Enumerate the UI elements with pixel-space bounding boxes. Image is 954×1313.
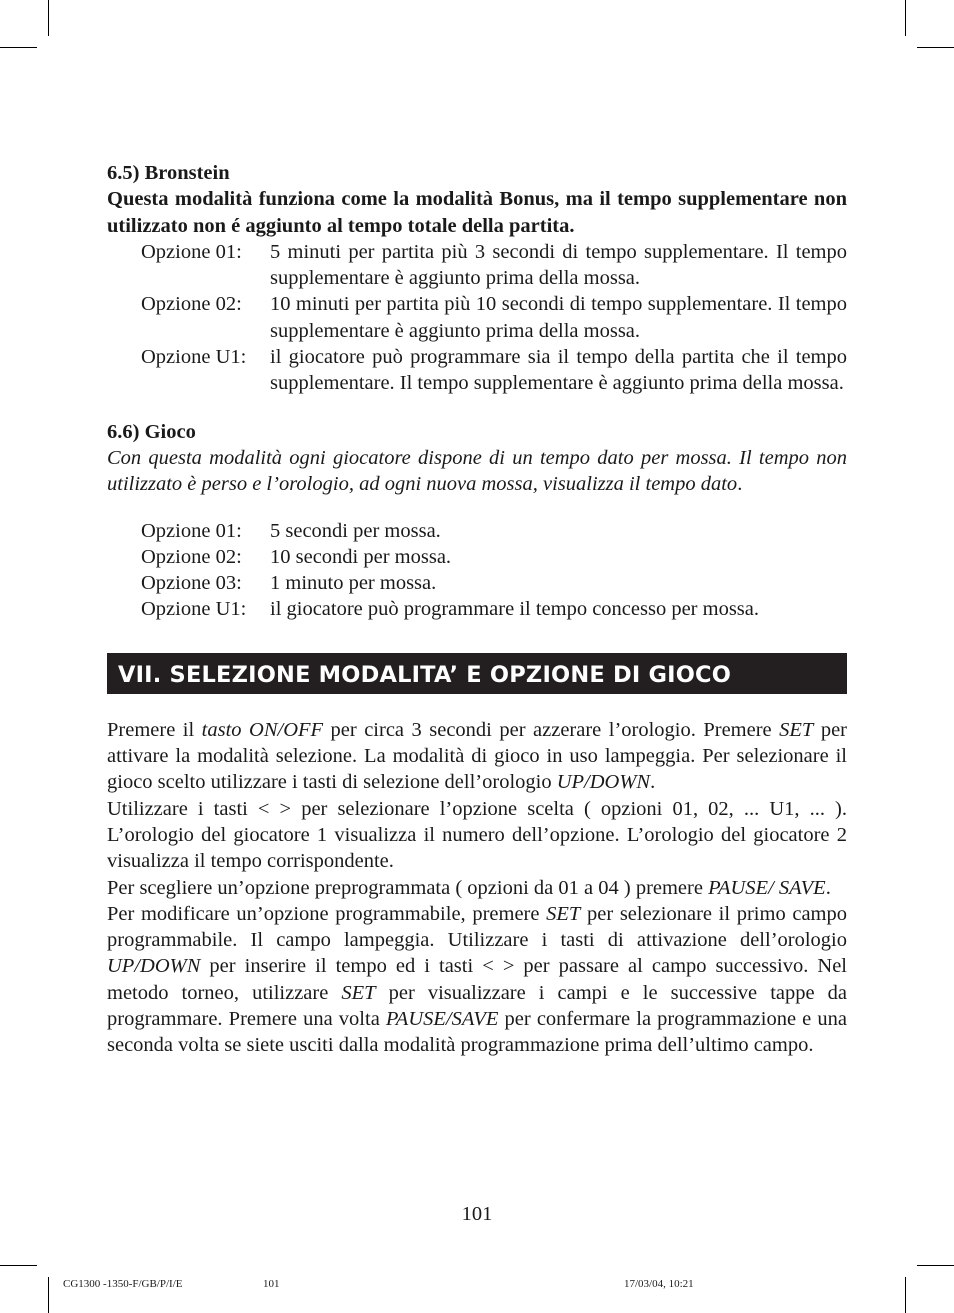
section-heading-gioco: 6.6) Gioco bbox=[107, 420, 196, 443]
crop-mark bbox=[0, 1265, 37, 1266]
section-banner: VII. SELEZIONE MODALITA’ E OPZIONE DI GIOCO bbox=[107, 653, 847, 694]
option-row bbox=[107, 570, 847, 596]
crop-mark bbox=[917, 1265, 954, 1266]
page-number: 101 bbox=[461, 1203, 493, 1225]
crop-mark bbox=[905, 0, 906, 36]
section-heading-bronstein: 6.5) Bronstein bbox=[107, 162, 230, 184]
paragraph: Per scegliere un’opzione preprogrammata ( opzioni da 01 a 04 ) premere PAUSE/ SAVE. bbox=[107, 876, 831, 899]
crop-mark bbox=[48, 1277, 49, 1313]
option-row bbox=[107, 291, 847, 344]
option-text: 10 minuti per partita più 10 secondi di tempo supplementare. Il tempo supplementare è aggiunto prima della mossa. bbox=[270, 293, 847, 342]
crop-mark bbox=[0, 47, 37, 48]
paragraph: Premere il tasto ON/OFF per circa 3 secondi per azzerare l’orologio. Premere SET per attivare la modalità selezione. La modalità di gioco in uso lampeggia. Per selezionare il gioco scelto utilizzare i tasti di selezione dell’orologio UP/DOWN. bbox=[107, 718, 847, 794]
section-intro-gioco bbox=[107, 445, 847, 498]
option-label: Opzione 02: bbox=[141, 293, 242, 316]
paragraph: Per modificare un’opzione programmabile, premere SET per selezionare il primo campo programmabile. Il campo lampeggia. Utilizzare i tasti di attivazione dell’orologio UP/DOWN per inserire il tempo ed i tasti < > per passare al campo successivo. Nel metodo torneo, utilizzare SET per visualizzare i campi e le successive tappe da programmare. Premere una volta PAUSE/SAVE per confermare la programmazione e una seconda volta se siete usciti dalla modalità programmazione prima dell’ultimo campo. bbox=[107, 902, 848, 1057]
crop-mark bbox=[905, 1277, 906, 1313]
crop-mark bbox=[917, 47, 954, 48]
option-text: 5 secondi per mossa. bbox=[270, 519, 441, 542]
option-text: il giocatore può programmare sia il tempo della partita che il tempo supplementare. Il tempo supplementare è aggiunto prima della mossa. bbox=[270, 346, 847, 395]
option-row bbox=[107, 596, 847, 622]
option-row bbox=[107, 518, 847, 544]
option-label: Opzione 01: bbox=[141, 240, 242, 263]
crop-mark bbox=[48, 0, 49, 36]
section-intro-bronstein: Questa modalità funziona come la modalità Bonus, ma il tempo supplementare non utilizzato non é aggiunto al tempo totale della partita. bbox=[107, 188, 847, 237]
option-row bbox=[107, 544, 847, 570]
footer-doc-code: CG1300 -1350-F/GB/P/I/E bbox=[63, 1278, 183, 1290]
intro-end: . bbox=[737, 473, 743, 496]
paragraph: Utilizzare i tasti < > per selezionare l’opzione scelta ( opzioni 01, 02, ... U1, ... ). L’orologio del giocatore 1 visualizza il numero dell’opzione. L’orologio del giocatore 2 visualizza il tempo corrispondente. bbox=[107, 797, 847, 873]
option-text: 1 minuto per mossa. bbox=[270, 572, 437, 595]
footer-page: 101 bbox=[263, 1278, 280, 1290]
option-label: Opzione 03: bbox=[141, 572, 242, 595]
option-label: Opzione U1: bbox=[141, 598, 247, 621]
intro-italic: Con questa modalità ogni giocatore dispone di un tempo dato per mossa. Il tempo non utilizzato è perso e l’orologio, ad ogni nuova mossa, visualizza il tempo dato bbox=[107, 446, 847, 496]
option-text: 5 minuti per partita più 3 secondi di tempo supplementare. Il tempo supplementare è aggiunto prima della mossa. bbox=[270, 240, 847, 290]
option-text: 10 secondi per mossa. bbox=[270, 545, 452, 568]
option-text: il giocatore può programmare il tempo concesso per mossa. bbox=[270, 598, 760, 621]
option-label: Opzione U1: bbox=[141, 346, 247, 369]
option-row bbox=[107, 344, 847, 397]
footer-timestamp: 17/03/04, 10:21 bbox=[624, 1278, 694, 1290]
option-label: Opzione 02: bbox=[141, 545, 242, 568]
page-content bbox=[107, 160, 847, 1059]
option-label: Opzione 01: bbox=[141, 519, 242, 542]
option-row bbox=[107, 239, 847, 292]
